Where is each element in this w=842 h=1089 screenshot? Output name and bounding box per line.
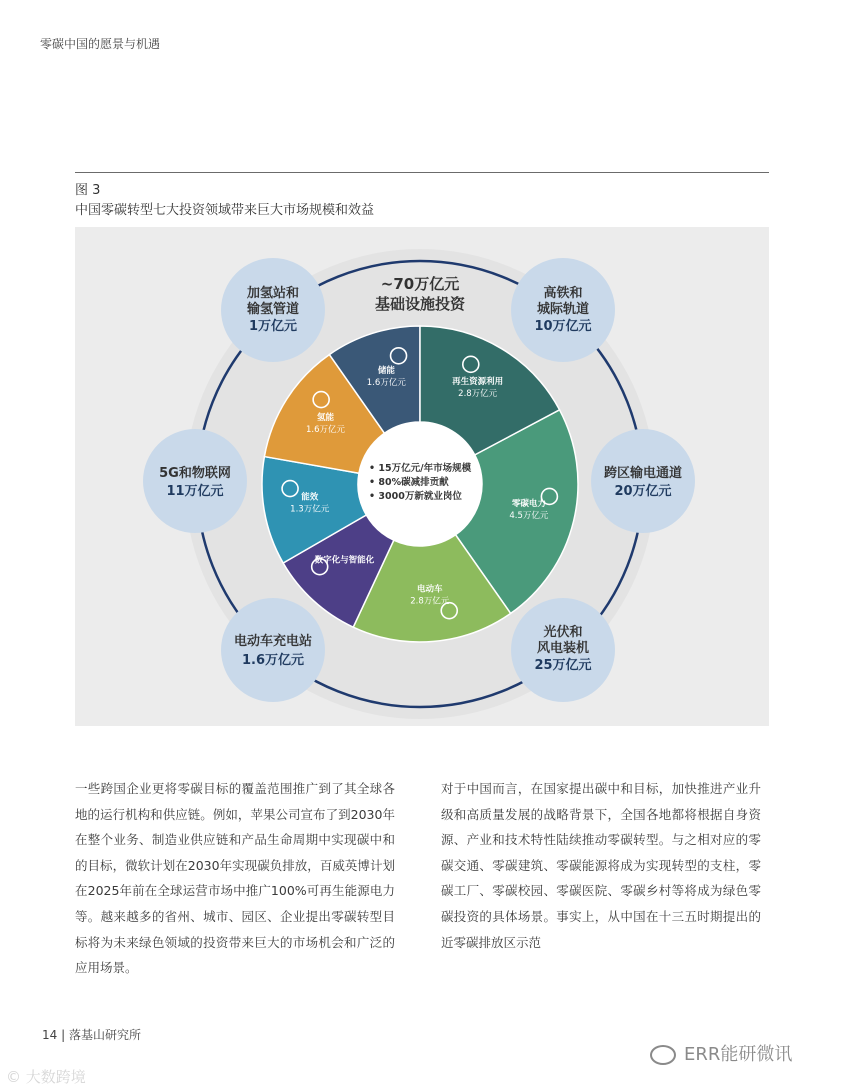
svg-text:电动车充电站: 电动车充电站 (233, 634, 313, 649)
center-top-line-2: 基础设施投资 (374, 295, 466, 313)
segment-value-0: 4.5万亿元 (509, 511, 549, 522)
center-bullet-1: • 15万亿元/年市场规模 (369, 463, 472, 474)
segment-value-6: 2.8万亿元 (458, 388, 498, 399)
body-column-left: 一些跨国企业更将零碳目标的覆盖范围推广到了其全球各地的运行机构和供应链。例如，苹果公司宣布了到2030年在整个业务、制造业供应链和产品生命周期中实现碳中和的目标，微软计划在2030年实现碳负排放，百威英博计划在2025年前在全球运营市场中推广100%可再生能源电力等。越来越多的省州、城市、园区、企业提出零碳转型目标将为未来绿色领域的投资带来巨大的市场机会和广泛的应用场景。 (75, 781, 395, 976)
bubble-high-speed-rail (511, 258, 615, 362)
figure-label: 图 3 (75, 183, 101, 198)
segment-value-1: 2.8万亿元 (410, 596, 450, 607)
svg-text:11万亿元: 11万亿元 (166, 484, 224, 499)
watermark-right (650, 1040, 792, 1066)
segment-value-5: 1.6万亿元 (366, 378, 406, 389)
svg-text:20万亿元: 20万亿元 (614, 484, 672, 499)
bubble-hydrogen-station (221, 258, 325, 362)
svg-text:高铁和: 高铁和 (543, 286, 583, 301)
watermark-left: © 大数跨境 (6, 1068, 86, 1086)
svg-text:风电装机: 风电装机 (536, 641, 590, 656)
svg-text:加氢站和: 加氢站和 (246, 286, 300, 301)
segment-label-2: 数字化与智能化 (314, 555, 375, 566)
header-rule (75, 172, 769, 173)
bubble-5g-iot (143, 429, 247, 533)
center-bullet-2: • 80%碳减排贡献 (369, 477, 449, 488)
svg-text:输氢管道: 输氢管道 (246, 302, 300, 317)
svg-text:光伏和: 光伏和 (543, 625, 583, 640)
segment-value-4: 1.6万亿元 (306, 424, 346, 435)
watermark-right-text: ERR能研微讯 (684, 1044, 793, 1065)
svg-text:跨区输电通道: 跨区输电通道 (603, 466, 683, 481)
segment-label-6: 再生资源利用 (452, 376, 504, 387)
segment-label-4: 氢能 (317, 412, 335, 423)
segment-label-0: 零碳电力 (511, 499, 546, 510)
page-footer: 14 | 落基山研究所 (42, 1028, 141, 1042)
bubble-pv-wind (511, 598, 615, 702)
segment-label-3: 能效 (301, 492, 319, 503)
running-head: 零碳中国的愿景与机遇 (40, 37, 161, 51)
svg-text:10万亿元: 10万亿元 (534, 319, 592, 334)
svg-text:5G和物联网: 5G和物联网 (159, 466, 231, 481)
center-top-line-1: ~70万亿元 (380, 275, 460, 293)
svg-text:城际轨道: 城际轨道 (536, 302, 590, 317)
segment-label-1: 电动车 (417, 584, 443, 595)
body-column-right: 对于中国而言，在国家提出碳中和目标，加快推进产业升级和高质量发展的战略背景下，全国各地都将根据自身资源、产业和技术特性陆续推动零碳转型。与之相对应的零碳交通、零碳建筑、零碳能源将成为实现转型的支柱，零碳工厂、零碳校园、零碳医院、零碳乡村等将成为绿色零碳投资的具体场景。事实上，从中国在十三五时期提出的近零碳排放区示范 (441, 781, 761, 950)
figure-panel (75, 227, 769, 726)
bubble-transmission (591, 429, 695, 533)
svg-text:25万亿元: 25万亿元 (534, 658, 592, 673)
wechat-icon (650, 1045, 676, 1065)
segment-value-3: 1.3万亿元 (290, 504, 330, 515)
svg-text:1.6万亿元: 1.6万亿元 (241, 653, 305, 668)
investment-diagram (75, 227, 769, 726)
figure-title: 中国零碳转型七大投资领域带来巨大市场规模和效益 (75, 203, 375, 218)
svg-text:1万亿元: 1万亿元 (248, 319, 298, 334)
bubble-ev-charging (221, 598, 325, 702)
segment-label-5: 储能 (377, 366, 395, 377)
center-bullet-3: • 3000万新就业岗位 (369, 491, 462, 502)
